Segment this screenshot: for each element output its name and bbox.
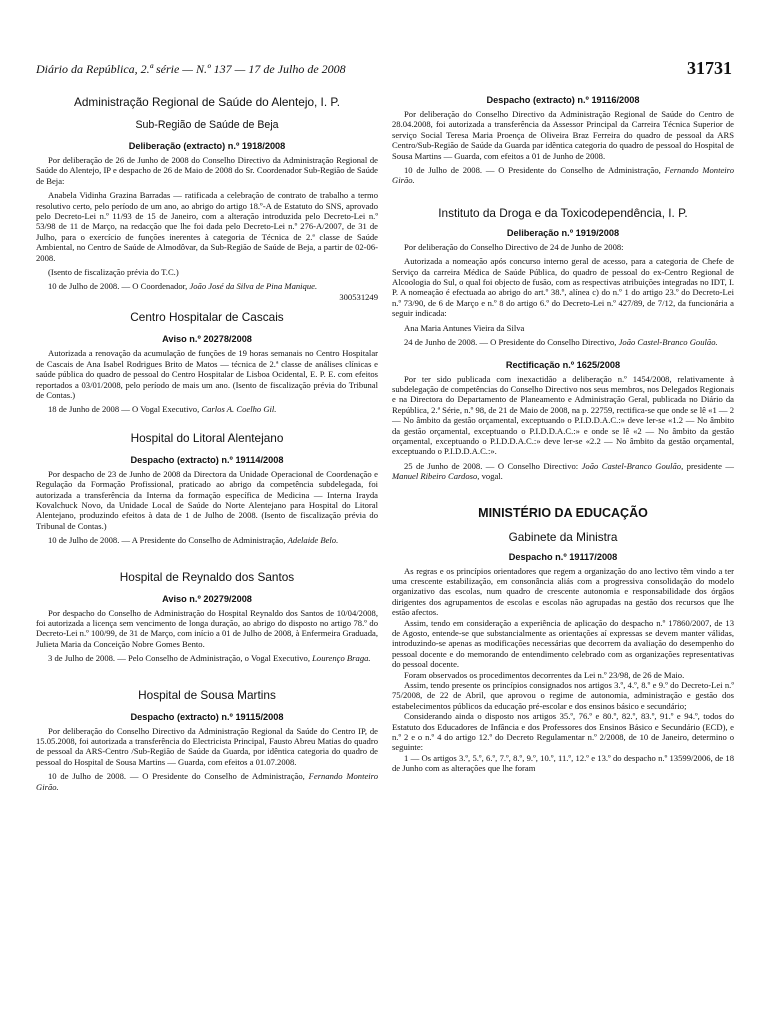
running-header (36, 58, 732, 82)
signatory-name: Adelaide Belo. (287, 535, 339, 546)
paragraph: Considerando ainda o disposto nos artigos 35.º, 76.º e 80.º, 82.º, 83.º, 91.º e 94.º, todos do Estatuto dos Educadores de Infância e dos Professores dos Ensinos Básico e Secundário (ECD), e n.º 2 e o n.º 4 do artigo 12.º do Decreto Regulamentar n.º 2/2008, de 10 de Janeiro, determino o seguinte: (392, 711, 734, 753)
signature-role: , vogal. (477, 471, 503, 482)
right-column (392, 95, 734, 774)
act-title: Despacho (extracto) n.º 19115/2008 (130, 711, 284, 722)
sign-date: 10 de Julho de 2008. — O Coordenador, (48, 281, 190, 292)
paragraph: (Isento de fiscalização prévia do T.C.) (48, 267, 179, 278)
institution-heading: Administração Regional de Saúde do Alentejo, I. P. (73, 95, 341, 109)
paragraph: Ana Maria Antunes Vieira da Silva (404, 322, 525, 333)
signature-line (392, 165, 734, 186)
subregion-heading: Sub-Região de Saúde de Beja (135, 119, 279, 131)
reference-number: 300531249 (339, 291, 378, 302)
signatory-name: Fernando Monteiro Girão. (36, 771, 378, 792)
sign-date: 10 de Julho de 2008. — O Presidente do Conselho de Administração, (404, 165, 665, 176)
journal-title: Diário da República, 2.ª série — N.º 137 — 17 de Julho de 2008 (36, 62, 346, 76)
page-number: 31731 (687, 58, 732, 78)
office-heading: Gabinete da Ministra (508, 529, 618, 544)
sign-date: 18 de Junho de 2008 — O Vogal Executivo, (48, 404, 202, 415)
signatory-name: João Castel-Branco Goulão (581, 460, 682, 471)
left-column (36, 95, 378, 792)
signatory-name: Carlos A. Coelho Gil. (201, 404, 277, 415)
act-title: Aviso n.º 20279/2008 (162, 593, 252, 604)
paragraph: 1 — Os artigos 3.º, 5.º, 6.º, 7.º, 8.º, 9.º, 10.º, 11.º, 12.º e 13.º do despacho n.º 13599/2006, de 18 de Junho com as alterações que lhe foram (392, 752, 734, 774)
paragraph: Por deliberação do Conselho Directivo de 24 de Junho de 2008: (404, 241, 624, 252)
signature-line (36, 653, 378, 663)
signature-role: , presidente — (681, 460, 734, 471)
paragraph: Por deliberação do Conselho Directivo da Administração Regional da Saúde do Centro IP, de 15.05.2008, foi autorizada a transferência do Electricista Principal, Fausto Abreu Matias do quadro de pessoal da ARS-Centro /Sub-Região de Saúde da Guarda, por idêntica categoria do quadro de pessoal do Hospital de Sousa Martins — Guarda, com efeitos a 01.07.2008. (36, 725, 378, 767)
ministry-heading: MINISTÉRIO DA EDUCAÇÃO (478, 505, 648, 520)
signature-line (392, 461, 734, 482)
signatory-name: Manuel Ribeiro Cardoso (392, 471, 478, 482)
act-title: Deliberação n.º 1919/2008 (506, 227, 620, 238)
act-title: Deliberação (extracto) n.º 1918/2008 (128, 141, 286, 151)
paragraph: Assim, tendo em consideração a experiência de aplicação do despacho n.º 17860/2007, de 13 de Agosto, entende-se que substancialmente as orientações aí expressas se devem manter válidas, introduzindo-se apenas as modificações necessárias que decorrem da avaliação do desempenho do pessoal docente e do memorando de entendimento celebrado com as organizações representativas do pessoal docente. (392, 617, 734, 670)
act-title: Despacho (extracto) n.º 19114/2008 (130, 454, 284, 465)
institution-heading: Hospital de Reynaldo dos Santos (119, 569, 295, 584)
paragraph: Autorizada a nomeação após concurso interno geral de acesso, para a categoria de Chefe de Serviço da carreira Médica de Saúde Pública, do quadro de pessoal do ex-Centro Regional de Alcoologia do Sul, o qual foi objecto de fusão, com as respectivas atribuições integradas no IDT, I. P. A nomeação é efectuada ao abrigo do art.º 38.º, alínea c) do n.º 1 do artigo 23.º do Decreto-Lei n.º 73/90, de 6 de Março e n.º 8 do artigo 6.º do Decreto-Lei n.º 427/89, de 7/12, da funcionária a seguir indicada: (392, 256, 734, 319)
act-title: Aviso n.º 20278/2008 (162, 334, 252, 345)
signatory-name: João José da Silva de Pina Manique. (189, 281, 318, 292)
sign-date: 24 de Junho de 2008. — O Presidente do Conselho Directivo, (404, 337, 619, 348)
paragraph: Assim, tendo presente os princípios consignados nos artigos 3.º, 4.º, 8.º e 9.º do Decreto-Lei n.º 75/2008, de 22 de Abril, que aprovou o regime de autonomia, administração e gestão dos estabelecimentos públicos da educação pré-escolar e dos ensinos básico e secundário; (392, 680, 734, 711)
paragraph: Autorizada a renovação da acumulação de funções de 19 horas semanais no Centro Hospitalar de Cascais de Ana Isabel Rodrigues Brito de Matos — técnica de 2.ª classe de análises clínicas e saúde pública do quadro de pessoal do Centro Hospitalar de Lisboa Ocidental, E. P. E. com efeitos reportados a 03/01/2008, pelo período de mais um ano. (Isento de fiscalização prévia do Tribunal de Contas.) (36, 348, 378, 400)
sign-date: 3 de Julho de 2008. — Pelo Conselho de Administração, o Vogal Executivo, (48, 653, 313, 664)
paragraph: Por ter sido publicada com inexactidão a deliberação n.º 1454/2008, relativamente à subdelegação de competências do Conselho Directivo nos seus membros, nos Delegados Regionais e na Directora do Departamento de Planeamento e Administração Geral, publicada no Diário da República, 2.ª Série, n.º 98, de 21 de Maio de 2008, na p. 22759, rectifica-se que onde se lê «1 — 2 — No âmbito da gestão orçamental, exceptuando o P.I.D.D.A.C.:» deve ler-se «1.2 — No âmbito da gestão orçamental, exceptuando o P.I.D.D.A.C.:» e onde se lê «2 — No âmbito da gestão orçamental, exceptuando o P.I.D.D.A.C.:» deve ler-se «2.2 — No âmbito da gestão orçamental, exceptuando o P.I.D.D.A.C.:». (392, 373, 734, 457)
signature-line (392, 337, 734, 347)
paragraph: Por deliberação do Conselho Directivo da Administração Regional de Saúde do Centro de 28.04.2008, foi autorizada a transferência da Assessor Principal da Carreira Técnica Superior de serviço Social Teresa Maria Proença de Oliveira Braz Ferreira do quadro de pessoal da ARS Centro/Sub-Região de Saúde da Guarda par idêntica categoria do quadro de pessoal do Hospital de Sousa Martins — Guarda, com efeitos a 01 de Junho de 2008. (392, 109, 734, 161)
institution-heading: Hospital de Sousa Martins (138, 687, 276, 702)
paragraph: Por despacho de 23 de Junho de 2008 da Directora da Unidade Operacional de Coordenação e Regulação da Formação Profissional, praticado ao abrigo da competência subdelegada, foi autorizada a transferência da Interna da formação específica de Medicina — Interna Irayda Kovalchuck Novo, da Unidade Local de Saúde do Norte Alentejano para Hospital do Litoral Alentejano, produzindo efeitos à data de 1 de Julho de 2008. (Isento de fiscalização prévia do Tribunal de Contas.) (36, 468, 378, 531)
paragraph: As regras e os princípios orientadores que regem a organização do ano lectivo têm vindo a ter uma crescente estabilização, em consonância aliás com a progressiva consolidação do modelo organizativo das escolas, num quadro de crescente autonomia e responsabilidade dos órgãos dirigentes dos agrupamentos de escolas e escolas não agrupadas na gestão dos recursos que lhe estão afectos. (392, 565, 734, 618)
signature-line (36, 535, 378, 545)
signature-line (36, 281, 378, 291)
paragraph: Por deliberação de 26 de Junho de 2008 do Conselho Directivo da Administração Regional de Saúde do Alentejo, IP e despacho de 26 de Maio de 2008 do Sr. Coordenador Sub-Região de Saúde de Beja: (36, 155, 378, 186)
act-title: Rectificação n.º 1625/2008 (505, 359, 621, 370)
signatory-name: Lourenço Braga. (312, 653, 371, 664)
paragraph: Por despacho do Conselho de Administração do Hospital Reynaldo dos Santos de 10/04/2008, foi autorizada a licença sem vencimento de longa duração, ao abrigo do disposto no artigo 78.º do Decreto-Lei n.º 100/99, de 31 de Março, com início a 01 de Julho de 2008, à Enfermeira Graduada, Julieta Maria da Conceição Nobre Gomes Bento. (36, 607, 378, 649)
act-title: Despacho n.º 19117/2008 (508, 551, 618, 562)
sign-date: 10 de Julho de 2008. — A Presidente do Conselho de Administração, (48, 535, 288, 546)
act-title: Despacho (extracto) n.º 19116/2008 (486, 95, 640, 105)
sign-date: 10 de Julho de 2008. — O Presidente do Conselho de Administração, (48, 771, 309, 782)
signatory-name: João Castel-Branco Goulão. (618, 337, 718, 348)
institution-heading: Hospital do Litoral Alentejano (130, 430, 284, 445)
institution-heading: Centro Hospitalar de Cascais (130, 310, 284, 325)
signature-line (36, 771, 378, 792)
signatory-name: Fernando Monteiro Girão. (392, 165, 734, 186)
paragraph: Anabela Vidinha Grazina Barradas — ratificada a celebração de contrato de trabalho a termo resolutivo certo, pelo período de um ano, ao abrigo do artigo 18.º-A de Estatuto do SNS, aprovado pelo Decreto-Lei n.º 11/93 de 15 de Janeiro, com a alteração introduzida pelo Decreto-Lei n.º 53/98 de 11 de Março, na redacção que lhe foi dada pelo Decreto-Lei n.º 276-A/2007, de 31 de Julho, para o exercício de funções inerentes à categoria de Técnica de 2.ª classe de Saúde Ambiental, no Centro de Saúde de Almodôvar, da Sub-Região de Saúde de Beja, a partir de 02-06-2008. (36, 190, 378, 263)
sign-date: 25 de Junho de 2008. — O Conselho Directivo: (404, 460, 582, 471)
signature-line (36, 404, 378, 414)
institution-heading: Instituto da Droga e da Toxicodependência, I. P. (438, 205, 688, 220)
paragraph: Foram observados os procedimentos decorrentes da Lei n.º 23/98, de 26 de Maio. (404, 669, 685, 680)
